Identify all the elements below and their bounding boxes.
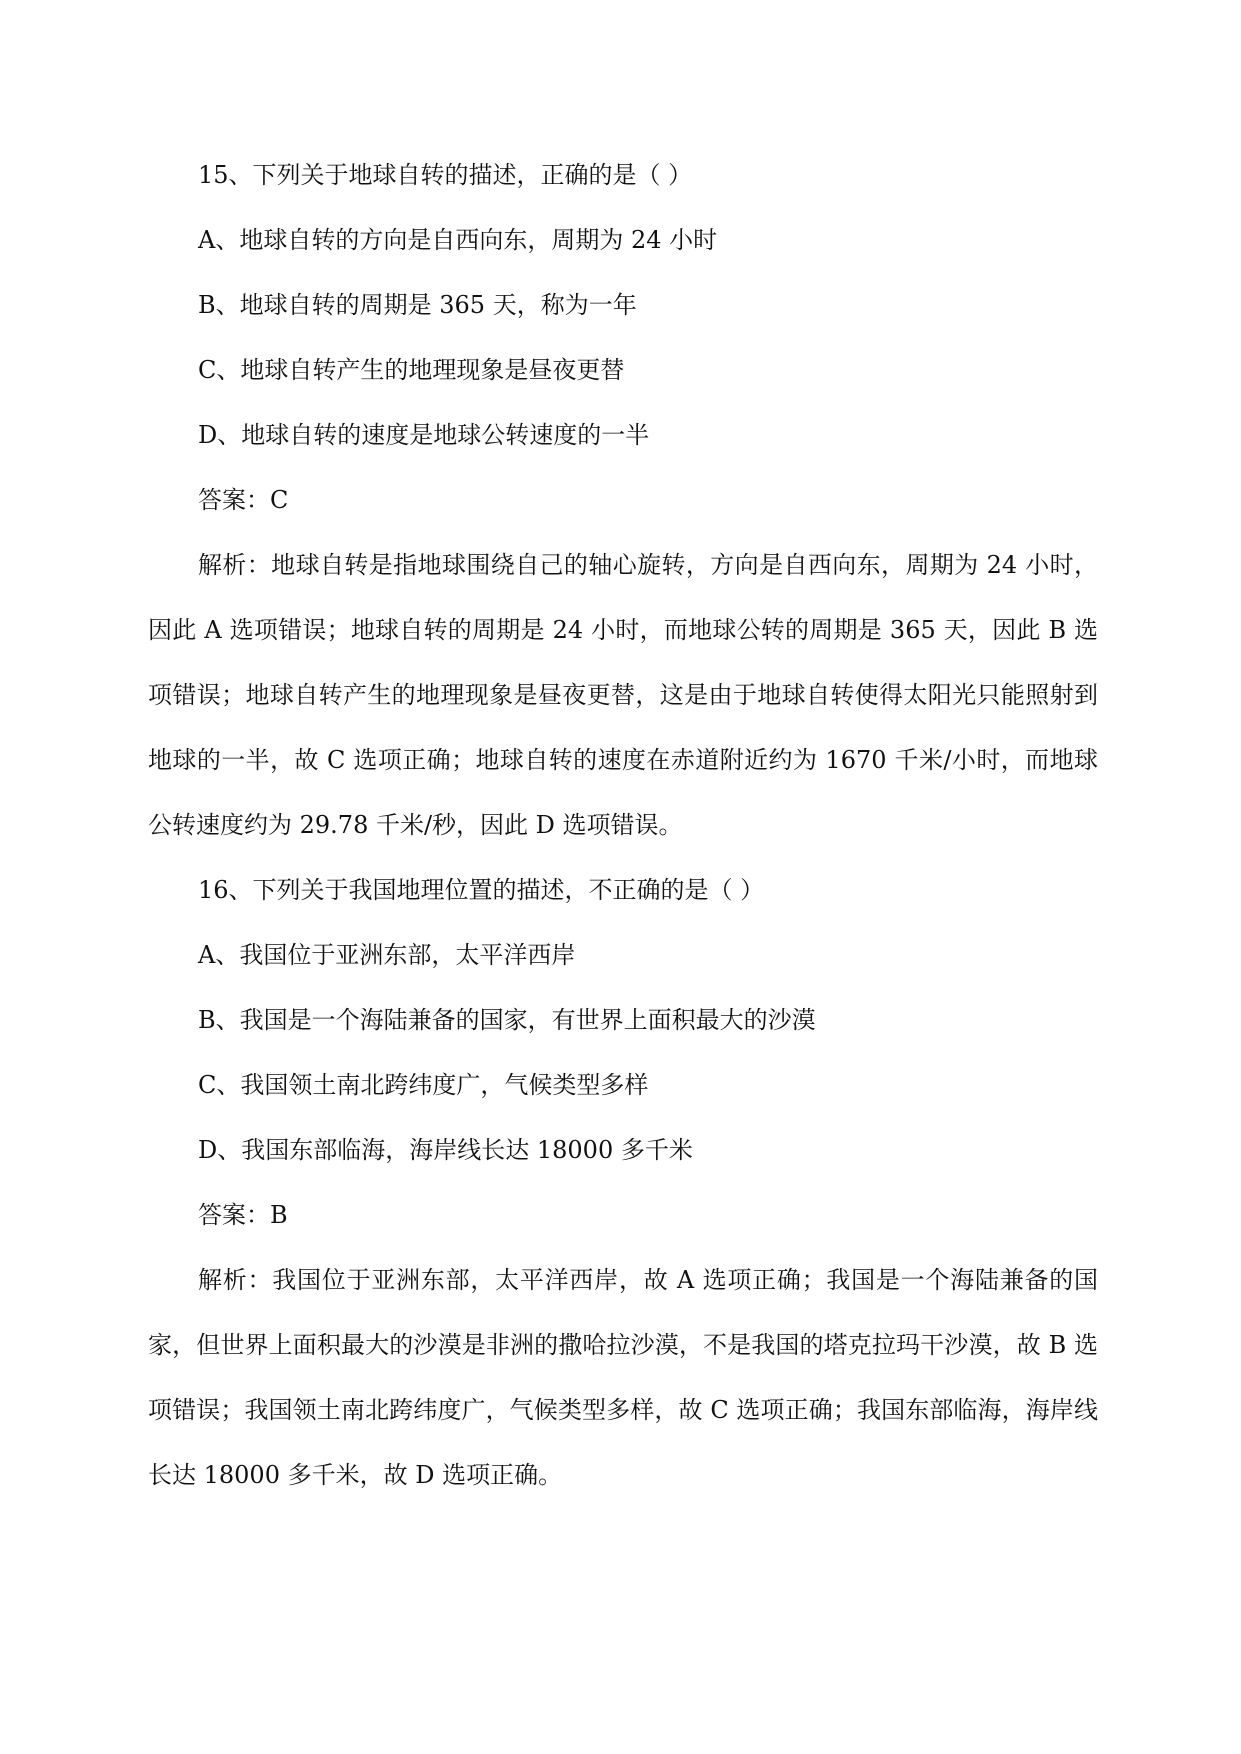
- question-15: [148, 143, 1098, 858]
- question-16: [148, 858, 1098, 1508]
- question-stem: 15、下列关于地球自转的描述，正确的是（ ）: [198, 161, 693, 189]
- option-b: B、地球自转的周期是 365 天，称为一年: [198, 291, 637, 319]
- analysis: 解析：地球自转是指地球围绕自己的轴心旋转，方向是自西向东，周期为 24 小时，因此 A 选项错误；地球自转的周期是 24 小时，而地球公转的周期是 365 天，因此 B 选项错误；地球自转产生的地理现象是昼夜更替，这是由于地球自转使得太阳光只能照射到地球的一半，故 C 选项正确；地球自转的速度在赤道附近约为 1670 千米/小时，而地球公转速度约为 29.78 千米/秒，因此 D 选项错误。: [148, 551, 1098, 839]
- question-stem: 16、下列关于我国地理位置的描述，不正确的是（ ）: [198, 876, 765, 904]
- option-b: B、我国是一个海陆兼备的国家，有世界上面积最大的沙漠: [198, 1006, 816, 1034]
- option-d: D、我国东部临海，海岸线长达 18000 多千米: [198, 1136, 693, 1164]
- analysis: 解析：我国位于亚洲东部，太平洋西岸，故 A 选项正确；我国是一个海陆兼备的国家，但世界上面积最大的沙漠是非洲的撒哈拉沙漠，不是我国的塔克拉玛干沙漠，故 B 选项错误；我国领土南北跨纬度广，气候类型多样，故 C 选项正确；我国东部临海，海岸线长达 18000 多千米，故 D 选项正确。: [148, 1266, 1098, 1489]
- option-c: C、我国领土南北跨纬度广，气候类型多样: [198, 1071, 649, 1099]
- document-content: [148, 143, 1098, 1508]
- answer: 答案：B: [198, 1201, 288, 1229]
- option-a: A、我国位于亚洲东部，太平洋西岸: [198, 941, 576, 969]
- answer: 答案：C: [198, 486, 289, 514]
- option-a: A、地球自转的方向是自西向东，周期为 24 小时: [198, 226, 718, 254]
- option-c: C、地球自转产生的地理现象是昼夜更替: [198, 356, 625, 384]
- option-d: D、地球自转的速度是地球公转速度的一半: [198, 421, 650, 449]
